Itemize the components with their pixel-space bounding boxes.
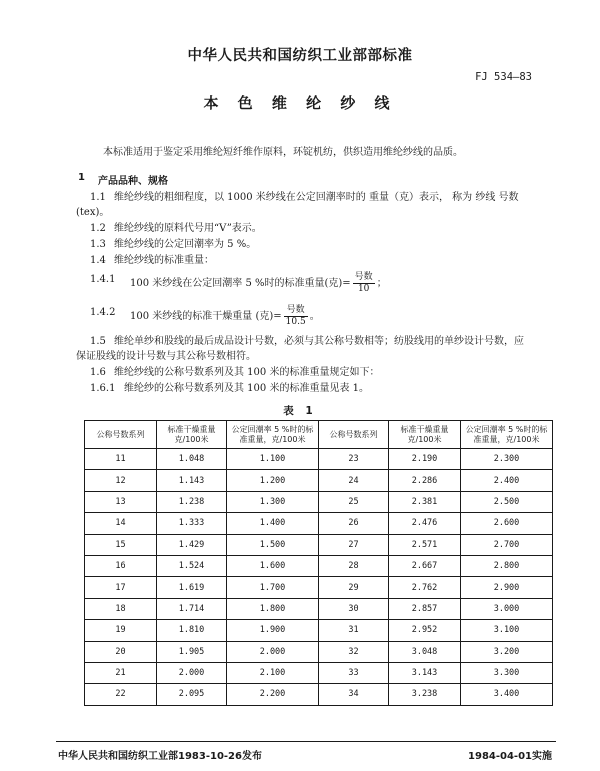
column-header: 标准干燥重量 克/100米 [157, 421, 227, 449]
table-cell: 2.857 [389, 598, 461, 619]
table-cell: 31 [319, 620, 389, 641]
column-header: 公定回潮率 5 %时的标 准重量，克/100米 [461, 421, 553, 449]
table-cell: 2.190 [389, 449, 461, 470]
document-title: 本 色 维 纶 纱 线 [203, 94, 397, 112]
table-cell: 3.300 [461, 662, 553, 683]
formula-1-fraction [353, 272, 375, 295]
table-cell: 28 [319, 555, 389, 576]
table-row [85, 620, 553, 641]
table-row [85, 513, 553, 534]
formula-1-end: ； [376, 278, 387, 289]
table-cell: 32 [319, 641, 389, 662]
table-row [85, 470, 553, 491]
clause-1-5-line-1: 维纶单纱和股线的最后成品设计号数，必须与其公称号数相等；纺股线用的单纱设计号数，应 [114, 336, 524, 347]
table-cell: 1.524 [157, 555, 227, 576]
formula-2-end: 。 [309, 311, 320, 322]
table-cell: 30 [319, 598, 389, 619]
table-cell: 2.381 [389, 491, 461, 512]
table-cell: 16 [85, 555, 157, 576]
table-cell: 2.300 [461, 449, 553, 470]
column-header: 标准干燥重量 克/100米 [389, 421, 461, 449]
standard-code: FJ 534—83 [475, 71, 532, 83]
table-row [85, 449, 553, 470]
table-cell: 3.100 [461, 620, 553, 641]
table-cell: 34 [319, 684, 389, 705]
table-cell: 2.900 [461, 577, 553, 598]
table-cell: 1.800 [227, 598, 319, 619]
clause-1-4-text: 维纶纱线的标准重量： [114, 255, 214, 266]
table-cell: 15 [85, 534, 157, 555]
table-row [85, 684, 553, 705]
table-cell: 2.100 [227, 662, 319, 683]
column-header: 公称号数系列 [85, 421, 157, 449]
table-cell: 29 [319, 577, 389, 598]
table-cell: 33 [319, 662, 389, 683]
column-header: 公称号数系列 [319, 421, 389, 449]
table-cell: 1.048 [157, 449, 227, 470]
formula-2-fraction [284, 305, 308, 328]
table-cell: 1.200 [227, 470, 319, 491]
formula-2-text: 100 米纱线的标准干燥重量 (克)= [130, 311, 282, 322]
table-caption: 表 1 [283, 405, 317, 417]
table-row [85, 555, 553, 576]
table-cell: 1.905 [157, 641, 227, 662]
clause-1-6-1-text: 维纶纱的公称号数系列及其 100 米的标准重量见表 1。 [124, 383, 369, 394]
table-cell: 24 [319, 470, 389, 491]
table-cell: 2.400 [461, 470, 553, 491]
table-cell: 26 [319, 513, 389, 534]
clause-1-2-number: 1.2 [90, 223, 106, 234]
table-cell: 2.571 [389, 534, 461, 555]
yarn-count-table [84, 420, 553, 706]
table-cell: 2.000 [227, 641, 319, 662]
table-cell: 2.762 [389, 577, 461, 598]
table-cell: 1.238 [157, 491, 227, 512]
table-cell: 2.700 [461, 534, 553, 555]
clause-1-6-text: 维纶纱线的公称号数系列及其 100 米的标准重量规定如下： [114, 367, 380, 378]
table-cell: 1.600 [227, 555, 319, 576]
clause-1-2-text: 维纶纱线的原料代号用“V”表示。 [114, 223, 262, 234]
table-cell: 21 [85, 662, 157, 683]
table-cell: 1.900 [227, 620, 319, 641]
clause-1-1-number: 1.1 [90, 192, 106, 203]
table-cell: 1.700 [227, 577, 319, 598]
table-cell: 2.500 [461, 491, 553, 512]
formula-1-numerator: 号数 [354, 272, 373, 282]
clause-1-3-text: 维纶纱线的公定回潮率为 5 %。 [114, 239, 257, 250]
table-row [85, 641, 553, 662]
table-cell: 3.000 [461, 598, 553, 619]
table-cell: 1.300 [227, 491, 319, 512]
scope-paragraph: 本标准适用于鉴定采用维纶短纤维作原料，环锭机纺，供织造用维纶纱线的品质。 [103, 147, 463, 158]
clause-1-5-line-2: 保证股线的设计号数与其公称号数相符。 [76, 351, 256, 362]
table-cell: 11 [85, 449, 157, 470]
table-cell: 1.714 [157, 598, 227, 619]
issue-date: 中华人民共和国纺织工业部1983-10-26发布 [58, 751, 262, 762]
column-header: 公定回潮率 5 %时的标 准重量，克/100米 [227, 421, 319, 449]
table-row [85, 577, 553, 598]
formula-2-numerator: 号数 [284, 305, 308, 317]
table-cell: 2.667 [389, 555, 461, 576]
clause-1-5-number: 1.5 [90, 336, 106, 347]
table-cell: 2.200 [227, 684, 319, 705]
table-cell: 25 [319, 491, 389, 512]
table-cell: 19 [85, 620, 157, 641]
section-1-number: 1 [78, 172, 85, 183]
clause-1-4-1-formula [130, 272, 387, 295]
table-cell: 3.048 [389, 641, 461, 662]
table-cell: 1.400 [227, 513, 319, 534]
clause-1-3-number: 1.3 [90, 239, 106, 250]
table-cell: 1.619 [157, 577, 227, 598]
table-cell: 3.238 [389, 684, 461, 705]
table-cell: 3.143 [389, 662, 461, 683]
table-cell: 14 [85, 513, 157, 534]
table-cell: 3.200 [461, 641, 553, 662]
table-cell: 1.810 [157, 620, 227, 641]
clause-1-1-line-1: 维纶纱线的粗细程度，以 1000 米纱线在公定回潮率时的 重量（克）表示， 称为 纱线 号数 [114, 192, 519, 203]
table-cell: 1.333 [157, 513, 227, 534]
footer-rule [56, 741, 556, 742]
table-cell: 2.800 [461, 555, 553, 576]
clause-1-6-1-number: 1.6.1 [90, 383, 116, 394]
clause-1-1-line-2: (tex)。 [76, 207, 110, 218]
clause-1-4-2-number: 1.4.2 [90, 307, 116, 318]
table-row [85, 598, 553, 619]
table-cell: 27 [319, 534, 389, 555]
table-cell: 12 [85, 470, 157, 491]
table-row [85, 491, 553, 512]
table-cell: 2.095 [157, 684, 227, 705]
effective-date: 1984-04-01实施 [468, 751, 552, 762]
table-cell: 22 [85, 684, 157, 705]
formula-1-denominator: 10 [357, 284, 370, 294]
table-cell: 2.952 [389, 620, 461, 641]
table-cell: 23 [319, 449, 389, 470]
table-cell: 13 [85, 491, 157, 512]
clause-1-4-2-formula [130, 305, 320, 328]
table-cell: 2.476 [389, 513, 461, 534]
table-row [85, 534, 553, 555]
table-cell: 2.000 [157, 662, 227, 683]
table-cell: 17 [85, 577, 157, 598]
clause-1-6-number: 1.6 [90, 367, 106, 378]
table-cell: 20 [85, 641, 157, 662]
table-cell: 1.143 [157, 470, 227, 491]
table-row [85, 662, 553, 683]
table-cell: 2.286 [389, 470, 461, 491]
formula-2-denominator: 10.5 [285, 317, 306, 327]
table-cell: 18 [85, 598, 157, 619]
clause-1-4-1-number: 1.4.1 [90, 274, 116, 285]
table-cell: 1.100 [227, 449, 319, 470]
table-cell: 1.429 [157, 534, 227, 555]
table-cell: 2.600 [461, 513, 553, 534]
table-cell: 3.400 [461, 684, 553, 705]
table-header-row [85, 421, 553, 449]
section-1-title: 产品品种、规格 [98, 176, 168, 187]
issuing-organization: 中华人民共和国纺织工业部部标准 [187, 48, 413, 64]
formula-1-text: 100 米纱线在公定回潮率 5 %时的标准重量(克)= [130, 278, 351, 289]
clause-1-4-number: 1.4 [90, 255, 106, 266]
table-cell: 1.500 [227, 534, 319, 555]
